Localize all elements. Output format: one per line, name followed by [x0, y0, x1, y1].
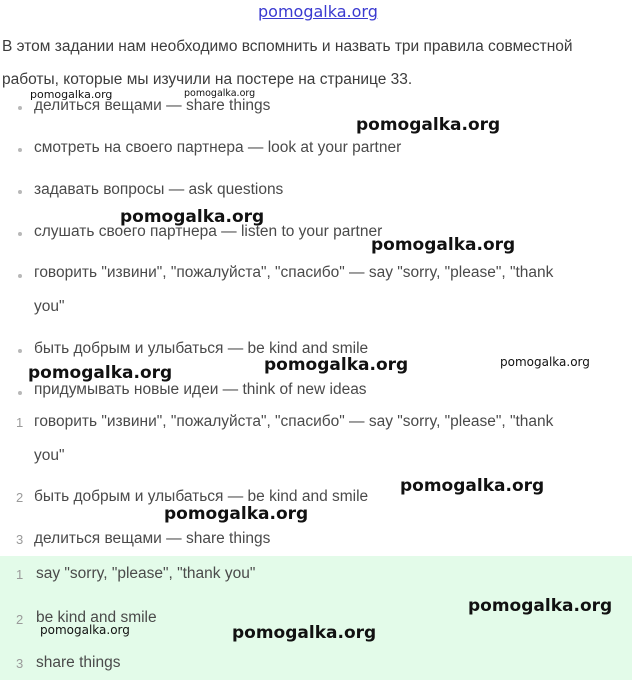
bullet-dot	[18, 349, 22, 353]
watermark: pomogalka.org	[232, 623, 377, 643]
watermark: pomogalka.org	[264, 355, 409, 375]
bullet-item-share: делиться вещами — share things	[34, 97, 271, 114]
bullet-item-kind: быть добрым и улыбаться — be kind and smile	[34, 340, 369, 357]
bullet-item-ask: задавать вопросы — ask questions	[34, 181, 284, 198]
watermark: pomogalka.org	[371, 235, 516, 255]
watermark-top: pomogalka.org	[258, 2, 378, 21]
watermark: pomogalka.org	[356, 115, 501, 135]
bullet-item-listen: слушать своего партнера — listen to your partner	[34, 223, 383, 240]
bullet-item-say-sorry-cont: you"	[34, 298, 65, 315]
list-number: 3	[16, 532, 24, 547]
watermark: pomogalka.org	[28, 363, 173, 383]
watermark: pomogalka.org	[500, 355, 590, 369]
answer-item-1: say "sorry, "please", "thank you"	[36, 565, 256, 582]
bullet-item-look: смотреть на своего партнера — look at your partner	[34, 139, 402, 156]
bullet-item-say-sorry: говорить "извини", "пожалуйста", "спасибо" — say "sorry, "please", "thank	[34, 264, 554, 281]
list-number: 1	[16, 415, 24, 430]
bullet-dot	[18, 148, 22, 152]
list-number: 2	[16, 490, 24, 505]
answer-item-2: be kind and smile	[36, 609, 157, 626]
numbered-item-1-cont: you"	[34, 447, 65, 464]
bullet-dot	[18, 232, 22, 236]
answer-panel	[0, 556, 632, 680]
watermark: pomogalka.org	[30, 88, 113, 101]
numbered-item-3: делиться вещами — share things	[34, 530, 271, 547]
answer-number: 1	[16, 567, 24, 582]
numbered-item-1: говорить "извини", "пожалуйста", "спасибо" — say "sorry, "please", "thank	[34, 413, 554, 430]
watermark: pomogalka.org	[468, 596, 613, 616]
bullet-dot	[18, 274, 22, 278]
answer-number: 2	[16, 612, 24, 627]
bullet-item-ideas: придумывать новые идеи — think of new ideas	[34, 381, 367, 398]
bullet-dot	[18, 391, 22, 395]
watermark: pomogalka.org	[164, 504, 309, 524]
answer-item-3: share things	[36, 654, 121, 671]
watermark: pomogalka.org	[120, 207, 265, 227]
watermark: pomogalka.org	[40, 623, 130, 637]
bullet-dot	[18, 190, 22, 194]
bullet-dot	[18, 106, 22, 110]
answer-number: 3	[16, 656, 24, 671]
watermark: pomogalka.org	[184, 88, 256, 99]
intro-paragraph: В этом задании нам необходимо вспомнить и назвать три правила совместной работы, которые мы изучили на постере на странице 33.	[2, 38, 573, 88]
watermark: pomogalka.org	[400, 476, 545, 496]
numbered-item-2: быть добрым и улыбаться — be kind and smile	[34, 488, 369, 505]
